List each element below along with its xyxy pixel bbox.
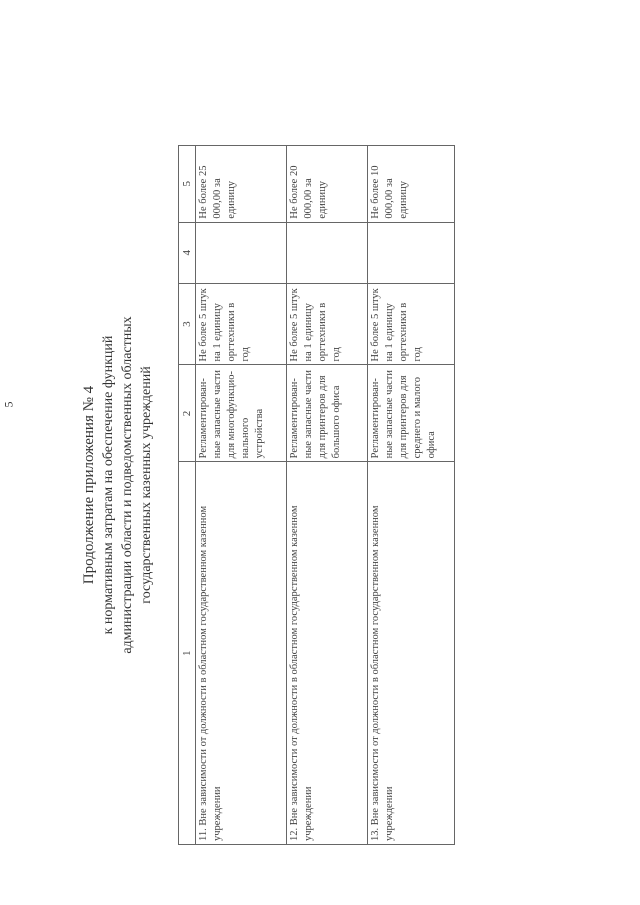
item-cell: Регламентирован-ные запасные части для многофункцио-нального устройства [196, 365, 287, 462]
position-cell: 11. Вне зависимости от должности в областном государственном казенном учреждении [196, 462, 287, 845]
column-header-4: 4 [179, 222, 196, 283]
quantity-cell: Не более 5 штук на 1 единицу оргтехники в год [368, 283, 455, 365]
column-header-3: 3 [179, 283, 196, 365]
rotated-page-content [80, 105, 550, 865]
table-row [196, 146, 287, 845]
column-header-2: 2 [179, 365, 196, 462]
heading-line-4: государственных казенных учреждений [139, 366, 154, 604]
price-cell: Не более 25 000,00 за единицу [196, 146, 287, 223]
price-cell: Не более 10 000,00 за единицу [368, 146, 455, 223]
table-header-row [179, 146, 196, 845]
column-header-1: 1 [179, 462, 196, 845]
empty-cell [287, 222, 368, 283]
table-row [368, 146, 455, 845]
page-number: 5 [1, 401, 16, 408]
empty-cell [368, 222, 455, 283]
item-cell: Регламентирован-ные запасные части для принтеров для большого офиса [287, 365, 368, 462]
item-cell: Регламентирован-ные запасные части для принтеров для среднего и малого офиса [368, 365, 455, 462]
appendix-heading [80, 105, 156, 865]
position-cell: 12. Вне зависимости от должности в областном государственном казенном учреждении [287, 462, 368, 845]
column-header-5: 5 [179, 146, 196, 223]
norms-table [178, 145, 455, 845]
position-cell: 13. Вне зависимости от должности в областном государственном казенном учреждении [368, 462, 455, 845]
heading-line-3: администрации области и подведомственных областных [120, 316, 135, 654]
quantity-cell: Не более 5 штук на 1 единицу оргтехники в год [287, 283, 368, 365]
quantity-cell: Не более 5 штук на 1 единицу оргтехники в год [196, 283, 287, 365]
heading-line-1: Продолжение приложения № 4 [81, 385, 97, 585]
empty-cell [196, 222, 287, 283]
heading-line-2: к нормативным затратам на обеспечение функций [101, 335, 116, 635]
table-row [287, 146, 368, 845]
price-cell: Не более 20 000,00 за единицу [287, 146, 368, 223]
